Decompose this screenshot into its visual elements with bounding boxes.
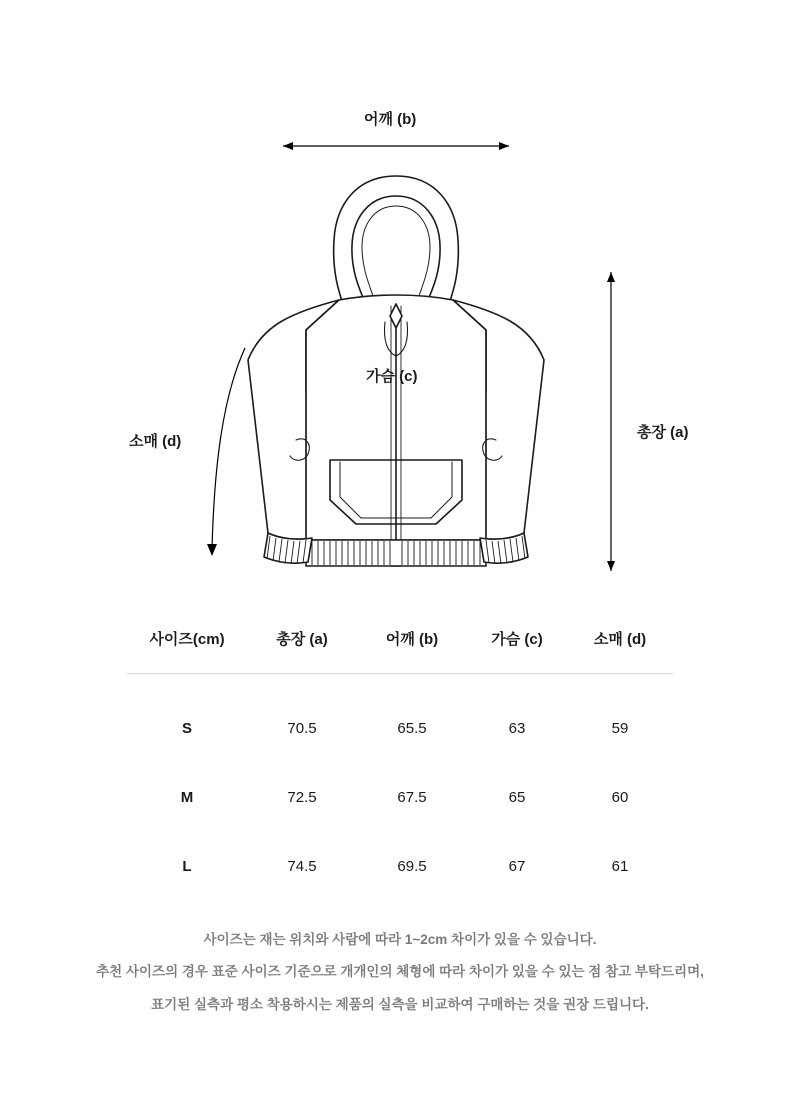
hood-inner [352, 196, 440, 300]
cell-length: 70.5 [287, 720, 317, 737]
cell-sleeve: 60 [611, 789, 629, 806]
cell-chest: 65 [508, 789, 526, 806]
header-sleeve: 소매 (d) [567, 616, 673, 674]
label-sleeve: 소매 (d) [129, 433, 182, 450]
cell-shoulder: 69.5 [397, 858, 427, 875]
table-row [127, 763, 673, 832]
size-table [127, 616, 673, 901]
cell-sleeve: 61 [611, 858, 629, 875]
cell-sleeve: 59 [611, 720, 629, 737]
cell-shoulder: 67.5 [397, 789, 427, 806]
label-chest: 가슴 (c) [366, 368, 418, 385]
header-shoulder: 어깨 (b) [357, 616, 467, 674]
table-row [127, 674, 673, 764]
cell-length: 74.5 [287, 858, 317, 875]
cell-size: M [180, 789, 194, 806]
cell-length: 72.5 [287, 789, 317, 806]
table-header-row [127, 616, 673, 674]
header-chest: 가슴 (c) [467, 616, 567, 674]
header-size: 사이즈(cm) [127, 616, 247, 674]
note-line-3: 표기된 실측과 평소 착용하시는 제품의 실측을 비교하여 구매하는 것을 권장 드립니다. [151, 996, 649, 1012]
table-header [127, 616, 673, 674]
measure-shoulder-arrow [283, 142, 509, 150]
label-length: 총장 (a) [637, 424, 689, 441]
cell-chest: 63 [508, 720, 526, 737]
note-line-2: 추천 사이즈의 경우 표준 사이즈 기준으로 개개인의 체형에 따라 차이가 있을 수 있는 점 참고 부탁드리며, [96, 964, 704, 980]
table-row [127, 832, 673, 901]
note-line-1: 사이즈는 재는 위치와 사람에 따라 1~2cm 차이가 있을 수 있습니다. [203, 932, 597, 947]
cell-size: S [181, 720, 192, 737]
measure-sleeve-arrow [207, 348, 245, 556]
size-notes [0, 930, 800, 1027]
header-length: 총장 (a) [247, 616, 357, 674]
hem-rib [306, 540, 486, 566]
table-body [127, 674, 673, 902]
cell-chest: 67 [508, 858, 526, 875]
size-table-wrapper [0, 616, 800, 901]
cell-shoulder: 65.5 [397, 720, 427, 737]
measure-length-arrow [607, 272, 615, 571]
cell-size: L [182, 858, 192, 875]
label-shoulder: 어깨 (b) [364, 111, 417, 128]
